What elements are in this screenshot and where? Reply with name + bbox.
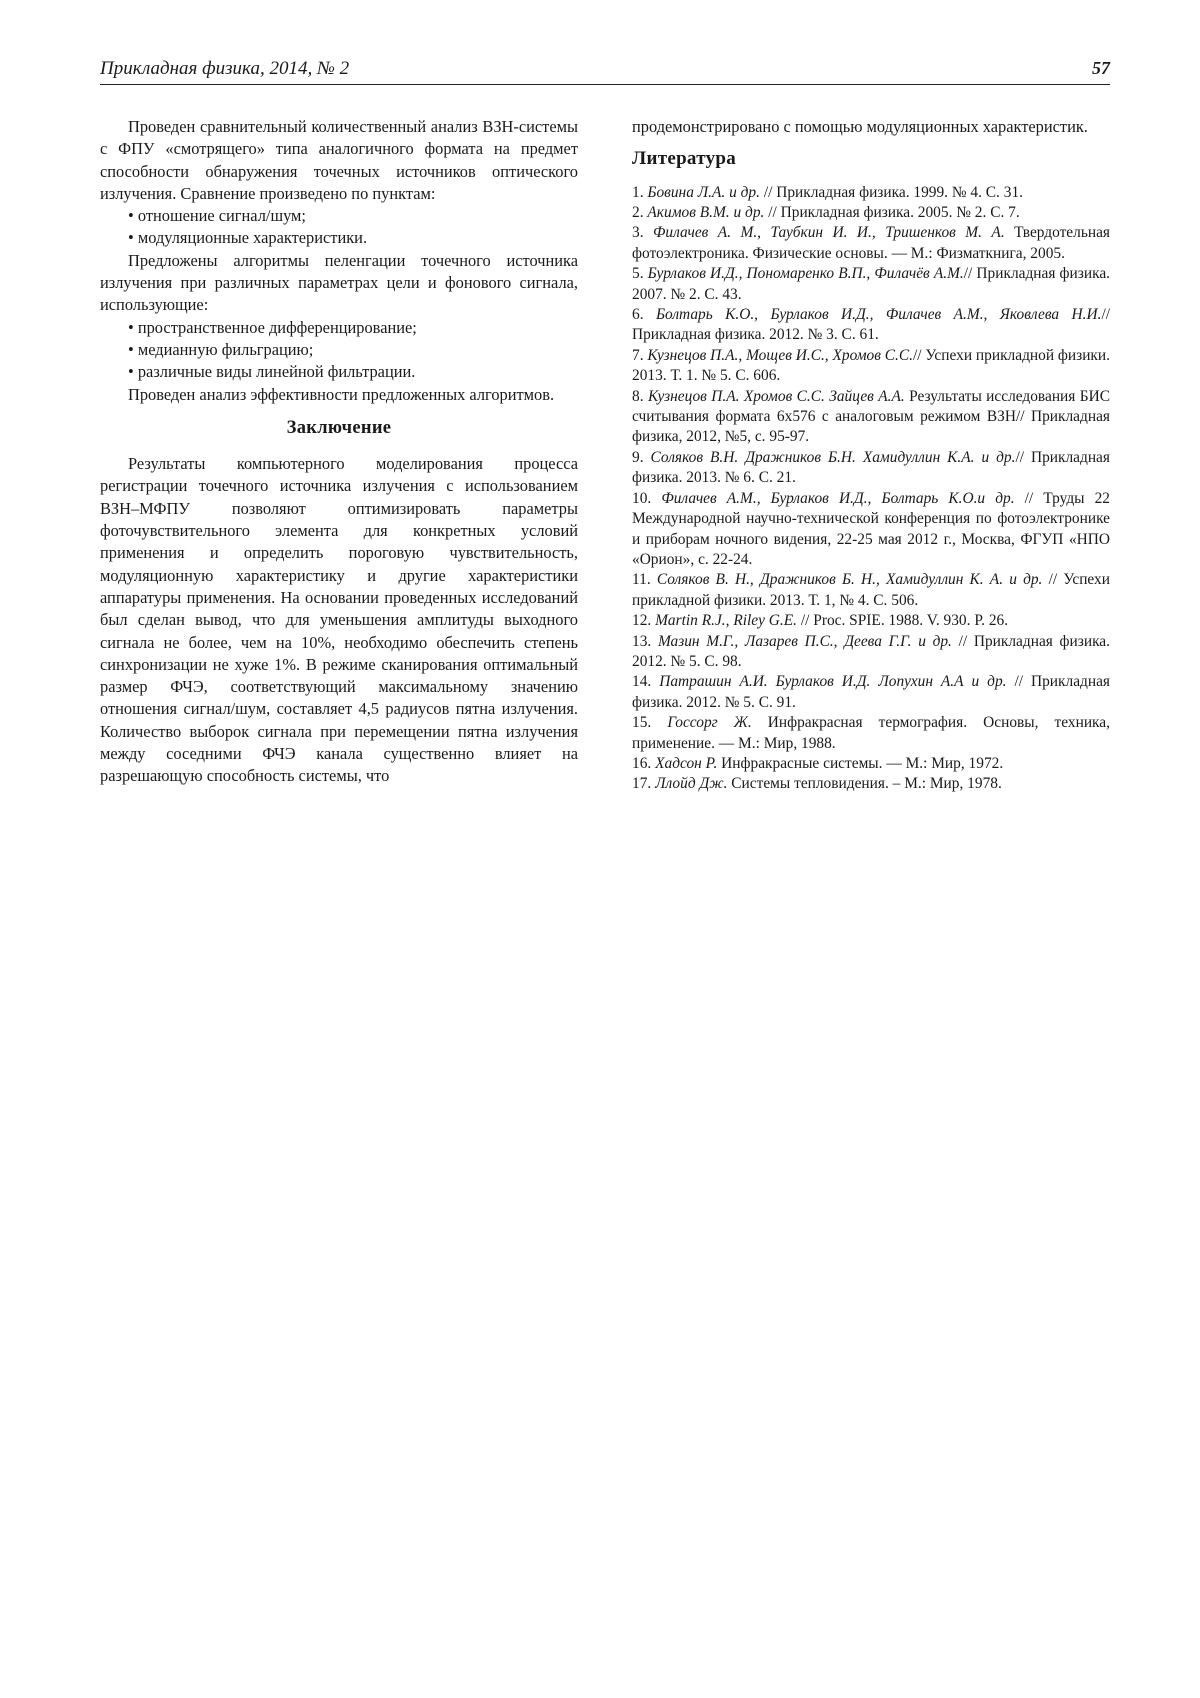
reference-item: 8. Кузнецов П.А. Хромов С.С. Зайцев А.А. Результаты исследования БИС считывания формата 6х576 с аналоговым режимом ВЗН// Прикладная физика, 2012, №5, с. 95-97. <box>632 387 1110 446</box>
journal-title: Прикладная физика, 2014, № 2 <box>100 58 350 79</box>
reference-item: 7. Кузнецов П.А., Мощев И.С., Хромов С.С.// Успехи прикладной физики. 2013. Т. 1. № 5. С. 606. <box>632 346 1110 385</box>
reference-item: 9. Соляков В.Н. Дражников Б.Н. Хамидуллин К.А. и др.// Прикладная физика. 2013. № 6. С. 21. <box>632 448 1110 487</box>
reference-item: 5. Бурлаков И.Д., Пономаренко В.П., Филачёв А.М.// Прикладная физика. 2007. № 2. С. 43. <box>632 265 1110 303</box>
bullet-modulation: • модуляционные характеристики. <box>100 227 578 249</box>
reference-item: 13. Мазин М.Г., Лазарев П.С., Деева Г.Г. и др. // Прикладная физика. 2012. № 5. С. 98. <box>632 632 1110 670</box>
paragraph-efficiency: Проведен анализ эффективности предложенных алгоритмов. <box>128 384 555 404</box>
right-column <box>632 116 1110 795</box>
conclusion-heading: Заключение <box>286 417 392 438</box>
bullet-snr: • отношение сигнал/шум; <box>100 205 578 227</box>
reference-item: 3. Филачев А. М., Таубкин И. И., Тришенков М. А. Твердотельная фотоэлектроника. Физические основы. — М.: Физматкнига, 2005. <box>632 224 1110 262</box>
paragraph-analysis: Проведен сравнительный количественный анализ ВЗН-системы с ФПУ «смотрящего» типа аналогичного формата на предмет способности обнаружения точечных источников оптического излучения. Сравнение произведено по пунктам: <box>100 117 578 203</box>
references-heading: Литература <box>632 148 737 170</box>
reference-item: 10. Филачев А.М., Бурлаков И.Д., Болтарь К.О.и др. // Труды 22 Международной научно-технической конференция по фотоэлектронике и приборам ночного видения, 22-25 мая 2012 г., Москва, ФГУП «НПО «Орион», с. 22-24. <box>632 489 1110 568</box>
bullet-linear-filter: • различные виды линейной фильтрации. <box>100 361 578 383</box>
running-header <box>100 58 1110 85</box>
paragraph-conclusion: Результаты компьютерного моделирования процесса регистрации точечного источника излучения с использованием ВЗН–МФПУ позволяют оптимизировать параметры фоточувствительного элемента для конкретных условий применения и определить пороговую чувствительность, модуляционную характеристику и другие характеристики аппаратуры применения. На основании проведенных исследований был сделан вывод, что для уменьшения амплитуды выходного сигнала не более, чем на 10%, необходимо обеспечить степень синхронизации не хуже 1%. В режиме сканирования оптимальный размер ФЧЭ, соответствующий максимальному значению отношения сигнал/шум, составляет 4,5 радиусов пятна излучения. Количество выборок сигнала при перемещении пятна излучения между соседними ФЧЭ канала существенно влияет на разрешающую способность системы, что <box>100 454 578 786</box>
bullet-spatial-diff: • пространственное дифференцирование; <box>100 317 578 339</box>
bullet-median-filter: • медианную фильграцию; <box>100 339 578 361</box>
reference-item: 17. Ллойд Дж. Системы тепловидения. – М.: Мир, 1978. <box>632 775 1002 793</box>
references-list <box>632 183 1110 795</box>
page-number: 57 <box>1092 58 1110 78</box>
reference-item: 1. Бовина Л.А. и др. // Прикладная физика. 1999. № 4. С. 31. <box>632 183 1023 201</box>
paragraph-algorithms: Предложены алгоритмы пеленгации точечного источника излучения при различных параметрах цели и фонового сигнала, использующие: <box>100 250 578 315</box>
paragraph-continuation: продемонстрировано с помощью модуляционных характеристик. <box>632 117 1088 136</box>
reference-item: 2. Акимов В.М. и др. // Прикладная физика. 2005. № 2. С. 7. <box>632 204 1020 221</box>
reference-item: 16. Хадсон Р. Инфракрасные системы. — М.: Мир, 1972. <box>632 754 1004 772</box>
reference-item: 15. Госсорг Ж. Инфракрасная термография. Основы, техника, применение. — М.: Мир, 1988. <box>632 714 1110 752</box>
reference-item: 6. Болтарь К.О., Бурлаков И.Д., Филачев А.М., Яковлева Н.И.// Прикладная физика. 2012. № 3. С. 61. <box>632 306 1110 344</box>
left-column <box>100 116 578 788</box>
reference-item: 12. Martin R.J., Riley G.E. // Proc. SPIE. 1988. V. 930. P. 26. <box>632 612 1009 630</box>
reference-item: 14. Патрашин А.И. Бурлаков И.Д. Лопухин А.А и др. // Прикладная физика. 2012. № 5. С. 91. <box>632 673 1111 711</box>
reference-item: 11. Соляков В. Н., Дражников Б. Н., Хамидуллин К. А. и др. // Успехи прикладной физики. 2013. Т. 1, № 4. С. 506. <box>632 571 1110 609</box>
